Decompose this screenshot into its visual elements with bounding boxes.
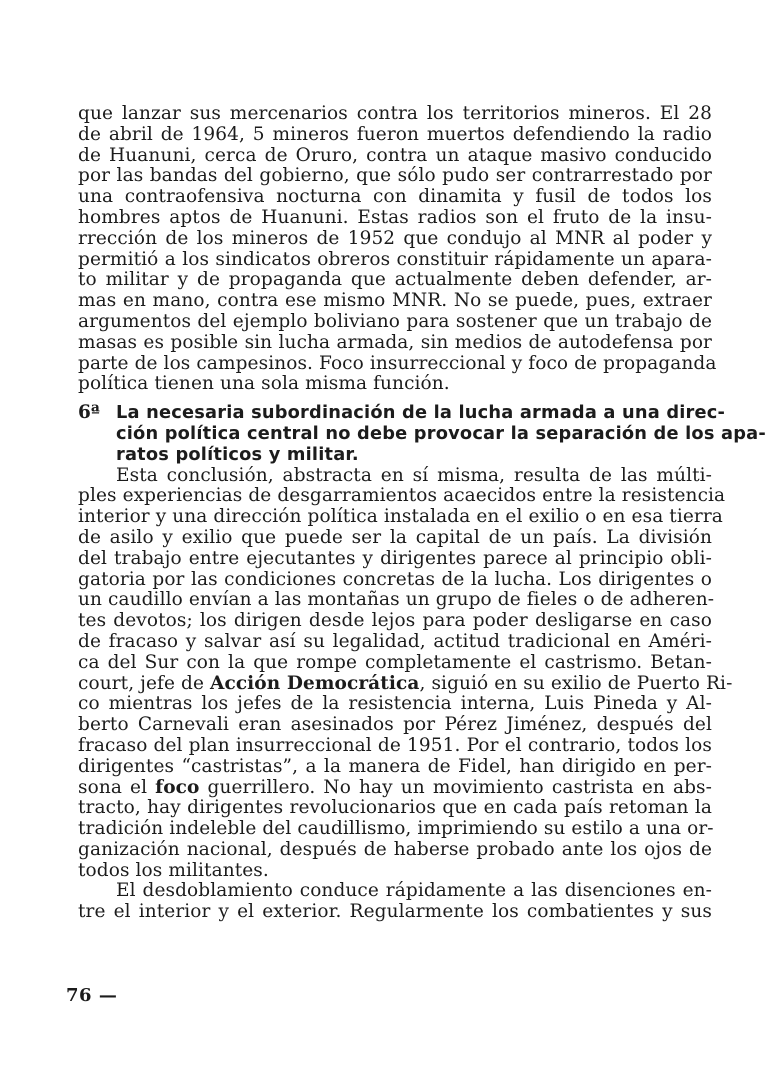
text-line: que lanzar sus mercenarios contra los territorios mineros. El 28 bbox=[78, 103, 712, 124]
text-line: todos los militantes. bbox=[78, 859, 269, 881]
paragraph-1 bbox=[78, 103, 717, 395]
text-line: tradición indeleble del caudillismo, imprimiendo su estilo a una or- bbox=[78, 818, 714, 840]
text-line bbox=[78, 778, 712, 799]
text-line: La necesaria subordinación de la lucha armada a una direc- bbox=[116, 402, 726, 424]
text-line: ratos políticos y militar. bbox=[116, 443, 359, 465]
text-line: permitió a los sindicatos obreros constituir rápidamente un apara- bbox=[78, 248, 712, 270]
text-line: de asilo y exilio que puede ser la capital de un país. La división bbox=[78, 526, 712, 548]
text-line: un caudillo envían a las montañas un grupo de fieles o de adheren- bbox=[78, 589, 715, 611]
heading-text bbox=[78, 402, 766, 465]
text-line bbox=[78, 672, 733, 695]
text-line: mas en mano, contra ese mismo MNR. No se puede, pues, extraer bbox=[78, 290, 712, 312]
text-line: masas es posible sin lucha armada, sin medios de autodefensa por bbox=[78, 331, 712, 353]
heading-number: 6ª bbox=[78, 402, 100, 424]
text-run: , siguió en su exilio de Puerto Ri- bbox=[419, 672, 733, 694]
text-line: parte de los campesinos. Foco insurreccional y foco de propaganda bbox=[78, 352, 717, 374]
text-line: rrección de los mineros de 1952 que condujo al MNR al poder y bbox=[78, 227, 712, 249]
text-line: interior y una dirección política instalada en el exilio o en esa tierra bbox=[78, 506, 723, 528]
text-line: tracto, hay dirigentes revolucionarios que en cada país retoman la bbox=[78, 797, 712, 819]
text-line: to militar y de propaganda que actualmente deben defender, ar- bbox=[78, 269, 712, 291]
text-line: ca del Sur con la que rompe completamente el castrismo. Betan- bbox=[78, 651, 712, 673]
text-line: ganización nacional, después de haberse probado ante los ojos de bbox=[78, 838, 712, 860]
text-run: sona el bbox=[78, 776, 156, 798]
text-line: de Huanuni, cerca de Oruro, contra un ataque masivo conducido bbox=[78, 144, 712, 166]
text-run: guerrillero. No hay un movimiento castrista en abs- bbox=[199, 776, 712, 798]
text-line: co mientras los jefes de la resistencia interna, Luis Pineda y Al- bbox=[78, 693, 712, 715]
text-run: court, jefe de bbox=[78, 672, 210, 694]
text-line: tre el interior y el exterior. Regularmente los combatientes y sus bbox=[78, 901, 712, 923]
text-line: Esta conclusión, abstracta en sí misma, resulta de las múlti- bbox=[116, 464, 712, 486]
paragraph-2 bbox=[78, 464, 733, 882]
text-line: de fracaso y salvar así su legalidad, actitud tradicional en Améri- bbox=[78, 630, 712, 652]
text-line: dirigentes “castristas”, a la manera de Fidel, han dirigido en per- bbox=[78, 755, 712, 777]
text-line: de abril de 1964, 5 mineros fueron muertos defendiendo la radio bbox=[78, 123, 712, 145]
paragraph-3 bbox=[78, 881, 712, 923]
text-line: ción política central no debe provocar la separación de los apa- bbox=[116, 422, 766, 444]
text-line: política tienen una sola misma función. bbox=[78, 373, 450, 395]
bold-term: Acción Democrática bbox=[210, 672, 420, 694]
section-heading bbox=[78, 402, 766, 465]
text-line: una contraofensiva nocturna con dinamita y fusil de todos los bbox=[78, 186, 712, 208]
bold-term: foco bbox=[155, 776, 200, 798]
text-line: argumentos del ejemplo boliviano para sostener que un trabajo de bbox=[78, 310, 712, 332]
text-line: gatoria por las condiciones concretas de la lucha. Los dirigentes o bbox=[78, 568, 712, 590]
text-line: berto Carnevali eran asesinados por Pérez Jiménez, después del bbox=[78, 714, 712, 736]
text-line: tes devotos; los dirigen desde lejos para poder desligarse en caso bbox=[78, 610, 712, 632]
text-line: por las bandas del gobierno, que sólo pudo ser contrarrestado por bbox=[78, 165, 712, 187]
text-line: ples experiencias de desgarramientos acaecidos entre la resistencia bbox=[78, 485, 726, 507]
page-body bbox=[78, 103, 766, 923]
page-number: 76 — bbox=[66, 985, 118, 1006]
text-line: fracaso del plan insurreccional de 1951. Por el contrario, todos los bbox=[78, 734, 712, 756]
text-line: hombres aptos de Huanuni. Estas radios son el fruto de la insu- bbox=[78, 206, 712, 228]
text-line: El desdoblamiento conduce rápidamente a las disenciones en- bbox=[116, 880, 712, 902]
text-line: del trabajo entre ejecutantes y dirigentes parece al principio obli- bbox=[78, 547, 712, 569]
